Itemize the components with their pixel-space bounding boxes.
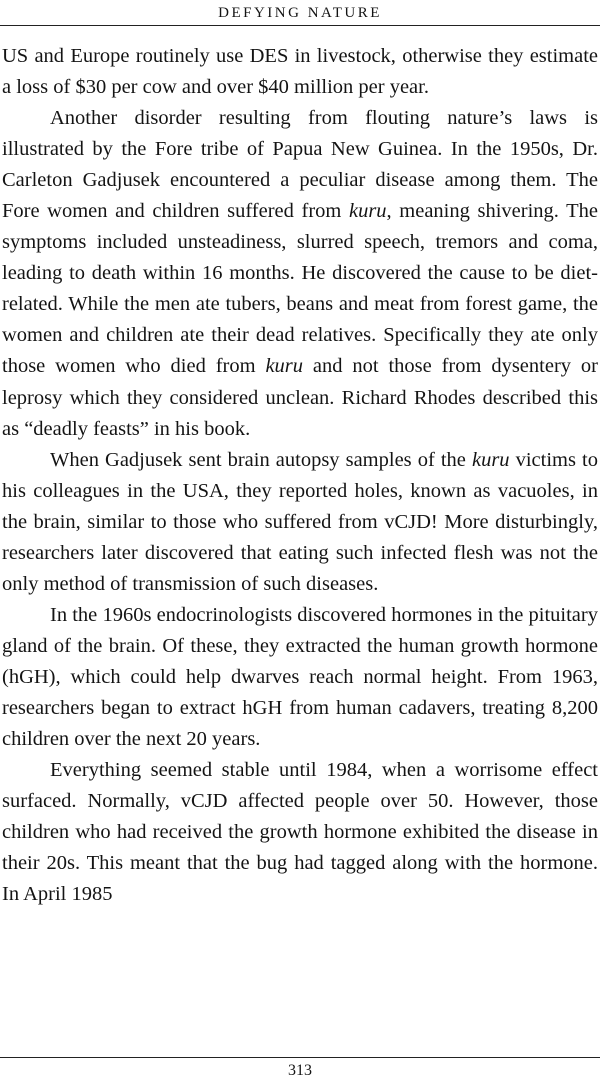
italic-term: kuru <box>348 200 387 223</box>
text-run: , meaning shivering. The symptoms included unsteadiness, slurred speech, tremors and coma, leading to death within 16 months. He discovered the cause to be diet-related. While the men ate tubers, beans and meat from forest game, the women and children ate their dead relatives. Specifically they ate only those women who died from <box>2 200 598 378</box>
paragraph-fore-tribe <box>2 103 598 445</box>
text-run: In the 1960s endocrinologists discovered hormones in the pituitary gland of the brain. Of these, they extracted the human growth hormone (hGH), which could help dwarves reach normal height. From 1963, researchers began to extract hGH from human cadavers, treating 8,200 children over the next 20 years. <box>2 603 598 751</box>
text-run: When Gadjusek sent brain autopsy samples of the <box>50 448 472 471</box>
text-run: Everything seemed stable until 1984, when a worrisome effect surfaced. Normally, vCJD affected people over 50. However, those children who had received the growth hormone exhibited the disease in their 20s. This meant that the bug had tagged along with the hormone. In April 1985 <box>2 759 598 906</box>
header-rule <box>0 25 600 26</box>
text-run: victims to his colleagues in the USA, they reported holes, known as vacuoles, in the brain, similar to those who suffered from vCJD! More disturbingly, researchers later discovered that eating such infected flesh was not the only method of transmission of such diseases. <box>2 448 598 595</box>
text-run: Another disorder resulting from flouting nature’s laws is illustrated by the Fore tribe of Papua New Guinea. In the 1950s, Dr. Carleton Gadjusek encountered a peculiar disease among them. The Fore women and children suffered from <box>2 107 598 223</box>
italic-term: kuru <box>471 448 510 471</box>
paragraph-1984 <box>2 755 598 910</box>
footer-rule <box>0 1057 600 1058</box>
text-run: US and Europe routinely use DES in livestock, otherwise they estimate a loss of $30 per cow and over $40 million per year. <box>2 45 598 99</box>
text-run: and not those from dysentery or leprosy which they considered unclean. Richard Rhodes described this as “deadly feasts” in his book. <box>2 355 598 440</box>
paragraph-hormones <box>2 600 598 755</box>
running-head: DEFYING NATURE <box>218 5 382 21</box>
paragraph-autopsy <box>2 445 598 600</box>
italic-term: kuru <box>265 355 304 378</box>
page-number: 313 <box>288 1062 312 1079</box>
body-text <box>2 41 598 910</box>
paragraph-continued <box>2 41 598 103</box>
